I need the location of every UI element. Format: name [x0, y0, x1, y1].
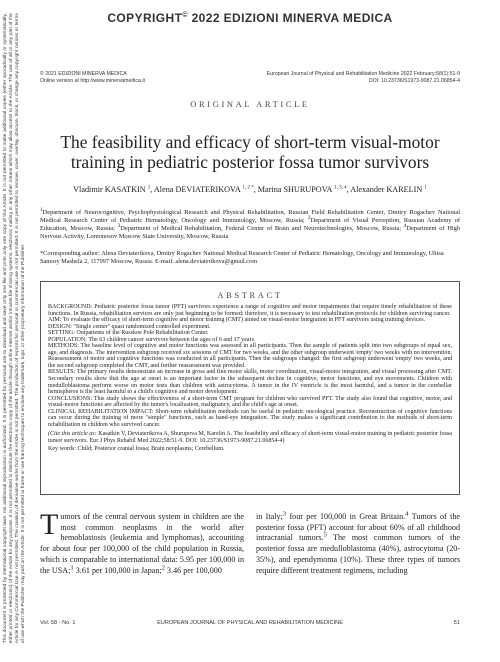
citation-note: (Cite this article as: Kasatkin V, Deviaterikova A, Shurupova M, Karelin A. The feasibility and efficacy of short-term visual-motor training in pediatric posterior fossa tumor survivors. Eur J Phys Rehabil Med 2022;58:51-9. DOI: 10.23736/S1973-9087.21.06854-4) [48, 431, 452, 444]
title-line-2: training in pediatric posterior fossa tumor survivors [70, 152, 430, 172]
volume-issue: Vol. 58 - No. 1 [40, 620, 76, 626]
author: Alena DEVIATERIKOVA $^{1, 2 *}$, [153, 185, 258, 194]
author-affiliation-mark: 1 [424, 185, 427, 191]
abstract-heading: ABSTRACT [217, 290, 283, 300]
doi-line: DOI: 10.23736/S1973-9087.21.06854-4 [368, 78, 460, 84]
abstract-section: CONCLUSIONS: This study shows the effectiveness of a short-term CMT program for children who survived PFT. The study also found that cognitive, motor, and visual-motor functions are affected by the tumor's localization, malignancy, and the child's age at onset. [48, 395, 452, 409]
reference-mark: 1 [70, 563, 74, 571]
author-affiliation-mark: 1, 3, 4 [334, 185, 347, 191]
abstract-section: AIM: To evaluate the efficacy of short-term cognitive and motor training (CMT) aimed on visual-motor integration in PFT survivors using training devices. [48, 317, 426, 324]
reference-mark: 2 [161, 563, 166, 571]
keywords: Key words: Child; Posterior cranial fossa; Brain neoplasms; Cerebellum. [48, 446, 225, 453]
article-title [40, 132, 460, 172]
abstract-section: METHODS: The baseline level of cognitive and motor functions was assessed in all participants. Then the sample of patients split into two subgroups of equal sex, age, and diagnosis. The intervention subgroup received six sessions of CMT for two weeks, and the other subgroup underwent 'empty' two weeks with no intervention. Reassessment of motor and cognitive functions was conducted in all participants. Then the subgroups changed: the first subgroup underwent 'empty' two weeks, and the second subgroup completed the CMT, and further reassessment was provided. [48, 343, 452, 369]
abstract-section: POPULATION: The 63 children cancer survivors between the ages of 6 and 17 years. [48, 336, 256, 343]
author: Marina SHURUPOVA $^{1, 3, 4}$, [257, 185, 351, 194]
corresponding-author: *Corresponding author: Alena Deviaterikova, Dmitry Rogachev National Medical Research Center of Pediatric Hematology, Oncology and Immunology, Ulitsa Samory Mashela 2, 117997 Moscow, Russia. E-mail: alena.deviaterikova@gmail.com [40, 250, 444, 265]
reference-mark: 5 [323, 531, 327, 539]
author-affiliation-mark: 1, 2 * [242, 185, 254, 191]
abstract-section: BACKGROUND: Pediatric posterior fossa tumor (PFT) survivors experience a range of cognitive and motor impairments that require timely rehabilitation of these functions. In Russia, rehabilitation services are only just beginning to be formed; therefore, it is necessary to test rehabilitation protocols for children surviving cancer. [48, 304, 452, 317]
journal-header-left [40, 71, 145, 85]
reference-mark: 4 [405, 510, 409, 518]
online-version-line: Online version at http://www.minervamedica.it [40, 78, 145, 84]
affiliations: $^1$Department of Neurocognitive, Psychophysiological Research and Physical Rehabilitation, Russian Field Rehabilitation Center, Dmitry Rogachev National Medical Research Center of Pediatric Hematology, Oncology and Immunology, Moscow, Russia; $^2$Department of Visual Perception, Russian Academy of Education, Moscow, Russia; $^3$Department of Medical Rehabilitation, Federal Center of Brain and Neurotechnologies, Moscow, Russia; $^4$Department of High Nervous Activity, Lomonosov Moscow State University, Moscow, Russia [40, 206, 461, 241]
copyright-symbol: © [182, 12, 188, 19]
author-list [40, 185, 460, 194]
author: Alexander KARELIN $^1$ [350, 185, 427, 194]
abstract-body [48, 304, 452, 453]
drop-cap: T [40, 508, 59, 541]
journal-header-right [267, 71, 460, 85]
abstract-section: DESIGN: "Single center" quasi randomized controlled experiment. [48, 323, 211, 330]
abstract-box [40, 281, 460, 495]
reference-mark: 3 [282, 510, 287, 518]
body-column-left: Tumors of the central nervous system in children are the most common neoplasms in the world after hemoblastosis (leukemia and lymphomas), accounting for about four per 100,000 of the child population in Russia, which is comparable to international data: 5.95 per 100,000 in the USA;$^1$ 3.61 per 100,000 in Japan;$^2$ 3.46 per 100,000 [40, 508, 244, 575]
abstract-section: RESULTS: The primary results demonstrate an increase in gross and fine motor skills, motor coordination, visual-motor integration, and visual processing after CMT. Secondary results show that the age at onset is an important factor in the subsequent decline in cognitive, motor functions, and eye movements. Children with medulloblastoma perform worse on motor tests than children with astrocytoma. A tumor in the IV ventricle is the most harmful, and a tumor in the cerebellar hemispheres is the least harmful to a child's cognitive and motor development. [48, 369, 452, 396]
publisher-line: © 2021 EDIZIONI MINERVA MEDICA [40, 71, 127, 77]
body-column-right: in Italy;$^3$ four per 100,000 in Great Britain.$^4$ Tumors of the posterior fossa (PFT) account for about 60% of all childhood intracranial tumors.$^5$ The most common tumors of the posterior fossa are medulloblastoma (40%), astrocytoma (20-35%), and ependymoma (10%). These three types of tumors require different treatment regimens, including [256, 510, 460, 575]
copyright-publisher: 2022 EDIZIONI MINERVA MEDICA [191, 11, 393, 25]
abstract-section: SETTING: Outpatients of the Russkoe Pole Rehabilitation Center. [48, 330, 209, 337]
side-copyright-notice: This document is protected by international copyright laws. No additional reproduction is authorized. It is permitted for personal use to download and save only one file and print only one copy of this Article. It is not permitted to make additional copies (either sporadically or systematically, either printed or electronic) of the Article for any purpose. It is not permitted to distribute the electronic copy of the article through online internet and/or intranet file sharing systems, electronic mailing or any other means which may allow access to the Article. The use of all or any part of the Article for any Commercial Use is not permitted. The creation of derivative works from the Article is not permitted. The production of reprints for personal or commercial use is not permitted. It is not permitted to remove, cover, overlay, obscure, block, or change any copyright notices or terms of use which the Publisher may post on the Article. It is not permitted to frame or use framing techniques to enclose any trademark, logo, or other proprietary information of the Publisher. [2, 13, 27, 644]
author: Vladimir KASATKIN $^1$, [73, 185, 154, 194]
author-affiliation-mark: 1 [147, 185, 151, 191]
copyright-word: COPYRIGHT [107, 11, 183, 25]
copyright-banner [0, 11, 500, 25]
abstract-section: CLINICAL REHABILITATION IMPACT: Short-term rehabilitation methods can be useful in pediatric oncological practice. Reconstruction of cognitive functions can occur during the training of more "simple" functions, such as hand-eye integration. The study makes a significant contribution to the methods of short-term rehabilitation in children who survived cancer. [48, 408, 452, 428]
journal-name-footer: EUROPEAN JOURNAL OF PHYSICAL AND REHABILITATION MEDICINE [157, 620, 343, 626]
page-number: 51 [453, 620, 460, 626]
article-type-label: ORIGINAL ARTICLE [190, 99, 310, 109]
journal-citation-line: European Journal of Physical and Rehabilitation Medicine 2022 February;58(1):51-9 [266, 71, 460, 77]
title-line-1: The feasibility and efficacy of short-term visual-motor [60, 132, 440, 152]
